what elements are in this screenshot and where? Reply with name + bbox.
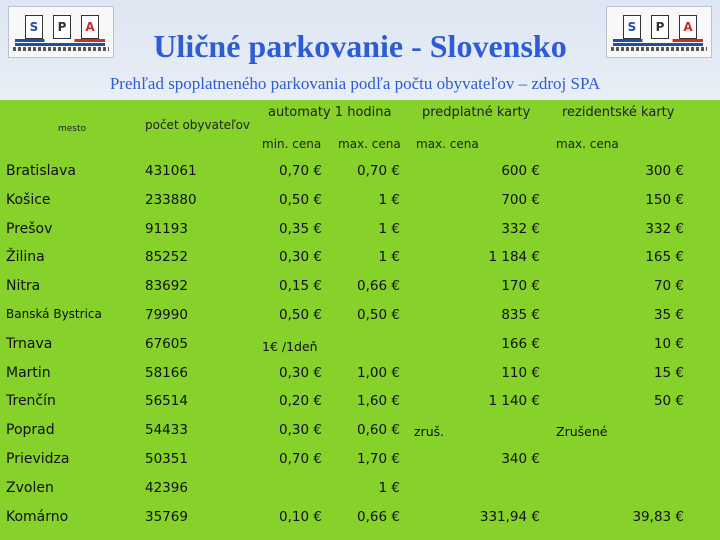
row-min-cena: 0,50 € bbox=[279, 191, 322, 208]
row-rezidentske: 150 € bbox=[645, 191, 684, 208]
row-rezidentske: 332 € bbox=[645, 220, 684, 237]
row-city: Zvolen bbox=[6, 479, 54, 496]
header-automaty: automaty 1 hodina bbox=[268, 105, 392, 120]
row-predplatne: 1 184 € bbox=[488, 249, 540, 266]
row-population: 58166 bbox=[145, 364, 188, 381]
row-max-cena: 1,70 € bbox=[357, 451, 400, 467]
row-city: Komárno bbox=[6, 508, 69, 525]
row-max-cena: 1 € bbox=[378, 220, 400, 237]
row-city: Trnava bbox=[6, 335, 53, 352]
row-max-cena: 1 € bbox=[378, 479, 400, 496]
row-population: 42396 bbox=[145, 479, 188, 496]
row-max-cena: 1,00 € bbox=[357, 364, 400, 381]
header-predplatne-karty: predplatné karty bbox=[422, 105, 531, 120]
row-city: Prievidza bbox=[6, 451, 70, 467]
row-min-cena: 0,70 € bbox=[279, 163, 322, 179]
row-population: 431061 bbox=[145, 163, 197, 179]
logo-letter-a: A bbox=[679, 15, 697, 39]
row-population: 85252 bbox=[145, 249, 188, 266]
row-max-cena: 0,60 € bbox=[357, 422, 400, 439]
logo-letter-a: A bbox=[81, 15, 99, 39]
page-subtitle: Prehľad spoplatneného parkovania podľa počtu obyvateľov – zdroj SPA bbox=[109, 74, 601, 93]
row-city: Trenčín bbox=[6, 393, 56, 410]
row-population: 50351 bbox=[145, 451, 188, 467]
logo-letter-s: S bbox=[623, 15, 641, 39]
row-population: 56514 bbox=[145, 393, 188, 410]
row-predplatne: 166 € bbox=[501, 335, 540, 352]
header-pocet-obyvatelov: počet obyvateľov bbox=[145, 118, 251, 132]
logo-letter-p: P bbox=[53, 15, 71, 39]
row-rezidentske: 35 € bbox=[653, 307, 684, 323]
row-max-cena: 1,60 € bbox=[357, 393, 400, 410]
row-min-cena: 0,15 € bbox=[279, 278, 322, 295]
trnava-automaty-note: 1€ /1deň bbox=[262, 339, 318, 354]
row-predplatne: 700 € bbox=[501, 191, 540, 208]
row-min-cena: 0,30 € bbox=[279, 364, 322, 381]
row-predplatne: 1 140 € bbox=[488, 393, 540, 410]
row-predplatne: 170 € bbox=[501, 278, 540, 295]
header-max-cena-rezidentske: max. cena bbox=[556, 137, 619, 151]
row-rezidentske: 300 € bbox=[645, 163, 684, 179]
logo-letter-p: P bbox=[651, 15, 669, 39]
row-city: Martin bbox=[6, 364, 51, 381]
row-min-cena: 0,30 € bbox=[279, 249, 322, 266]
row-population: 83692 bbox=[145, 278, 188, 295]
row-min-cena: 0,30 € bbox=[279, 422, 322, 439]
row-population: 54433 bbox=[145, 422, 188, 439]
row-min-cena: 0,10 € bbox=[279, 508, 322, 525]
header-max-cena-automaty: max. cena bbox=[338, 137, 401, 151]
row-city: Poprad bbox=[6, 422, 55, 439]
row-population: 79990 bbox=[145, 307, 188, 323]
row-max-cena: 1 € bbox=[378, 249, 400, 266]
row-population: 91193 bbox=[145, 220, 188, 237]
row-city: Nitra bbox=[6, 278, 41, 295]
row-rezidentske: 39,83 € bbox=[632, 508, 684, 525]
row-rezidentske: 70 € bbox=[653, 278, 684, 295]
row-population: 67605 bbox=[145, 335, 188, 352]
row-city: Prešov bbox=[6, 220, 53, 237]
header-max-cena-predplatne: max. cena bbox=[416, 137, 479, 151]
row-predplatne: 331,94 € bbox=[479, 508, 540, 525]
row-rezidentske: 50 € bbox=[653, 393, 684, 410]
poprad-predplatne-note: zruš. bbox=[414, 424, 445, 439]
poprad-rezidentske-note: Zrušené bbox=[556, 424, 608, 439]
header-rezidentske-karty: rezidentské karty bbox=[562, 105, 675, 120]
row-city: Košice bbox=[6, 191, 51, 208]
row-max-cena: 1 € bbox=[378, 191, 400, 208]
row-rezidentske: 15 € bbox=[653, 364, 684, 381]
row-max-cena: 0,70 € bbox=[357, 163, 400, 179]
page-title: Uličné parkovanie - Slovensko bbox=[153, 28, 567, 64]
row-predplatne: 332 € bbox=[501, 220, 540, 237]
row-predplatne: 600 € bbox=[501, 163, 540, 179]
row-max-cena: 0,50 € bbox=[357, 307, 400, 323]
logo-letter-s: S bbox=[25, 15, 43, 39]
row-city: Žilina bbox=[6, 249, 45, 266]
row-rezidentske: 165 € bbox=[645, 249, 684, 266]
row-predplatne: 110 € bbox=[501, 364, 540, 381]
row-max-cena: 0,66 € bbox=[357, 508, 400, 525]
row-population: 35769 bbox=[145, 508, 188, 525]
row-city: Banská Bystrica bbox=[6, 307, 102, 321]
row-min-cena: 0,20 € bbox=[279, 393, 322, 410]
row-predplatne: 835 € bbox=[501, 307, 540, 323]
header-mesto: mesto bbox=[58, 124, 87, 134]
header-min-cena: min. cena bbox=[262, 137, 322, 151]
row-min-cena: 0,70 € bbox=[279, 451, 322, 467]
row-city: Bratislava bbox=[6, 163, 76, 179]
row-rezidentske: 10 € bbox=[653, 335, 684, 352]
row-population: 233880 bbox=[145, 191, 197, 208]
row-max-cena: 0,66 € bbox=[357, 278, 400, 295]
row-predplatne: 340 € bbox=[501, 451, 540, 467]
row-min-cena: 0,35 € bbox=[279, 220, 322, 237]
row-min-cena: 0,50 € bbox=[279, 307, 322, 323]
